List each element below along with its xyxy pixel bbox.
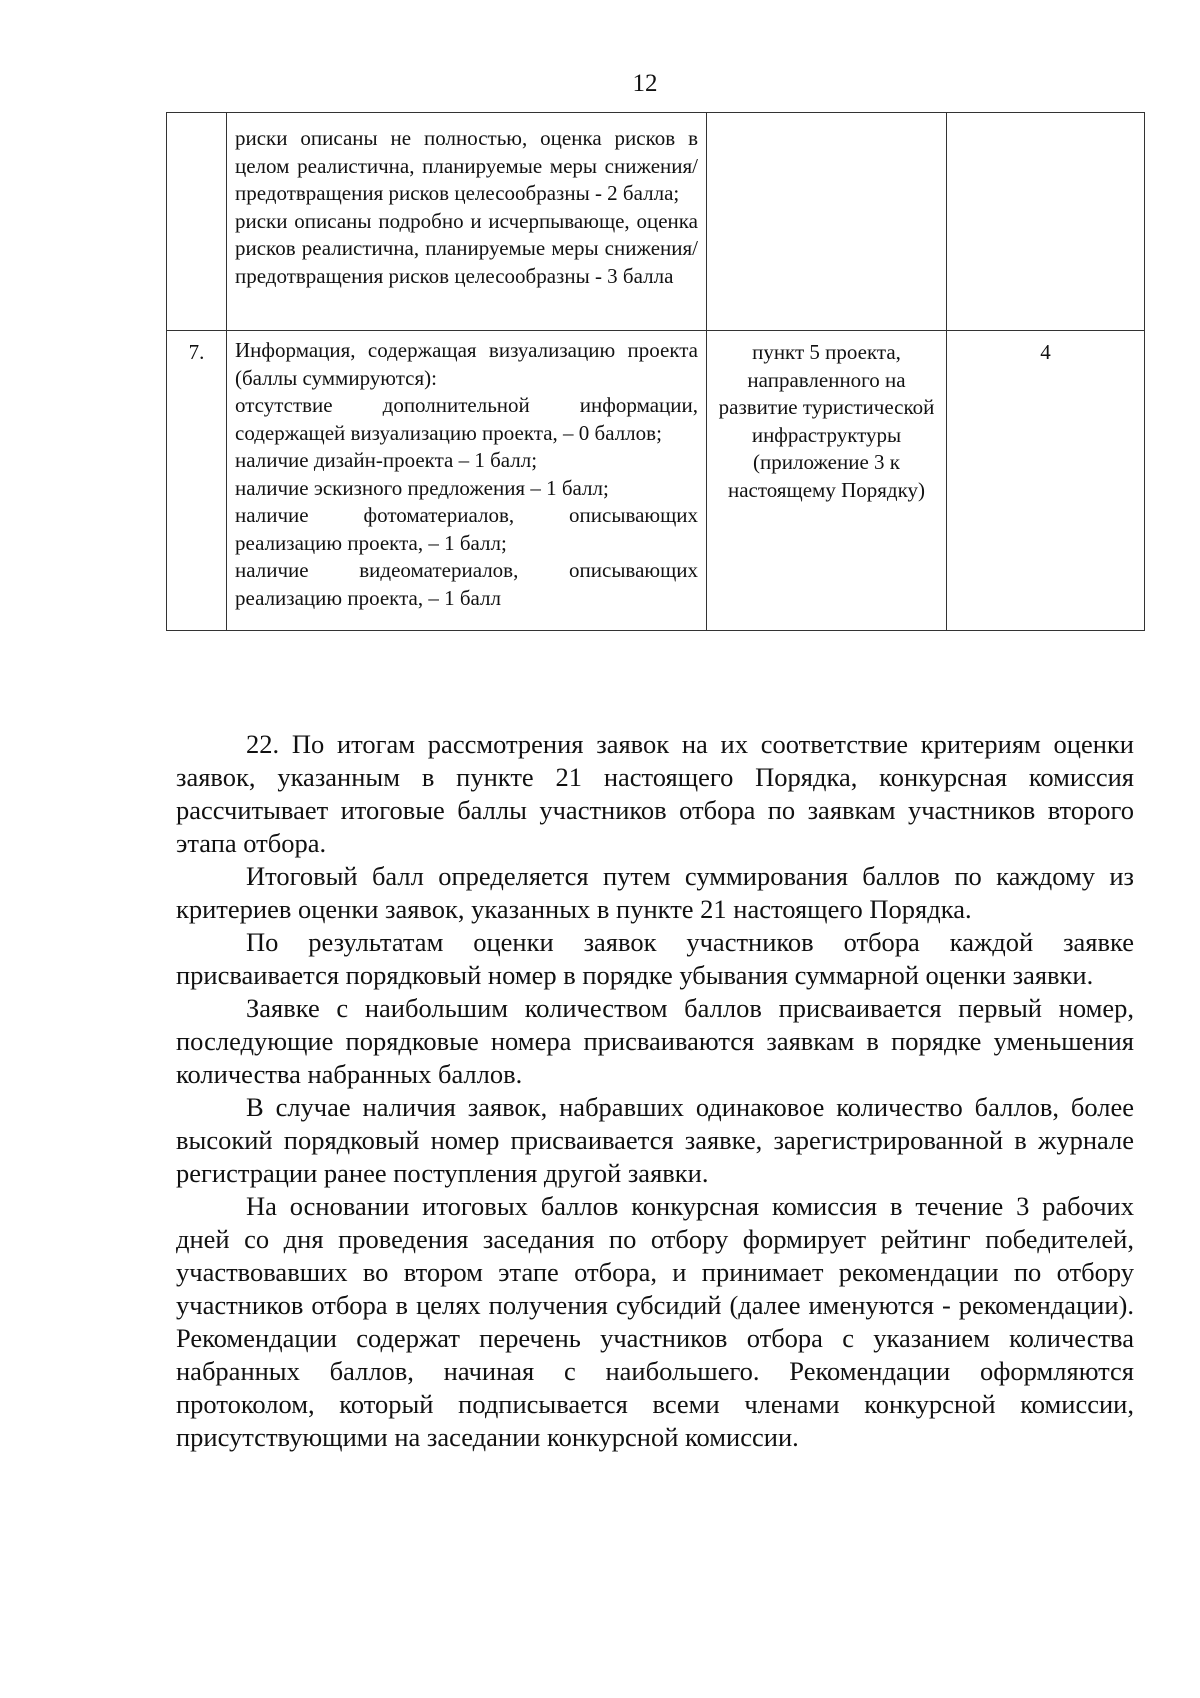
paragraph: 22. По итогам рассмотрения заявок на их соответствие критериям оценки заявок, указанным в пункте 21 настоящего Порядка, конкурсная комиссия рассчитывает итоговые баллы участников отбора по заявкам участников второго этапа отбора.	[176, 729, 1134, 858]
row-number	[167, 113, 227, 331]
body-text	[176, 728, 1134, 1454]
criterion-line: наличие эскизного предложения – 1 балл;	[235, 475, 609, 500]
criterion-line: наличие видеоматериалов, описывающих реализацию проекта, – 1 балл	[235, 558, 698, 610]
paragraph: На основании итоговых баллов конкурсная комиссия в течение 3 рабочих дней со дня проведения заседания по отбору формирует рейтинг победителей, участвовавших во втором этапе отбора, и принимает рекомендации по отбору участников отбора в целях получения субсидий (далее именуются - рекомендации). Рекомендации содержат перечень участников отбора с указанием количества набранных баллов, начиная с наибольшего. Рекомендации оформляются протоколом, который подписывается всеми членами конкурсной комиссии, присутствующими на заседании конкурсной комиссии.	[176, 1191, 1134, 1452]
paragraph: По результатам оценки заявок участников отбора каждой заявке присваивается порядковый номер в порядке убывания суммарной оценки заявки.	[176, 927, 1134, 990]
criterion-source	[707, 113, 947, 331]
criterion-description	[227, 113, 707, 331]
row-number: 7.	[167, 331, 227, 631]
criterion-line: риски описаны не полностью, оценка рисков в целом реалистична, планируемые меры снижения/предотвращения рисков целесообразны - 2 балла;	[235, 126, 698, 205]
criterion-line: риски описаны подробно и исчерпывающе, оценка рисков реалистична, планируемые меры снижения/предотвращения рисков целесообразны - 3 балла	[235, 208, 698, 288]
paragraph: Заявке с наибольшим количеством баллов присваивается первый номер, последующие порядковые номера присваиваются заявкам в порядке уменьшения количества набранных баллов.	[176, 993, 1134, 1089]
criteria-table	[166, 112, 1145, 631]
criterion-description	[227, 331, 707, 631]
criterion-line: наличие фотоматериалов, описывающих реализацию проекта, – 1 балл;	[235, 503, 698, 555]
table-row	[167, 331, 1145, 631]
criterion-line: отсутствие дополнительной информации, содержащей визуализацию проекта, – 0 баллов;	[235, 393, 698, 445]
table-row	[167, 113, 1145, 331]
criterion-line: наличие дизайн-проекта – 1 балл;	[235, 448, 538, 472]
criterion-source: пункт 5 проекта, направленного на развитие туристической инфраструктуры (приложение 3 к настоящему Порядку)	[707, 331, 947, 631]
paragraph: Итоговый балл определяется путем суммирования баллов по каждому из критериев оценки заявок, указанных в пункте 21 настоящего Порядка.	[176, 861, 1134, 924]
criterion-max-score	[947, 113, 1145, 331]
paragraph: В случае наличия заявок, набравших одинаковое количество баллов, более высокий порядковый номер присваивается заявке, зарегистрированной в журнале регистрации ранее поступления другой заявки.	[176, 1092, 1134, 1188]
criterion-line: Информация, содержащая визуализацию проекта (баллы суммируются):	[235, 338, 698, 390]
page-number: 12	[632, 70, 658, 97]
criterion-max-score: 4	[947, 331, 1145, 631]
